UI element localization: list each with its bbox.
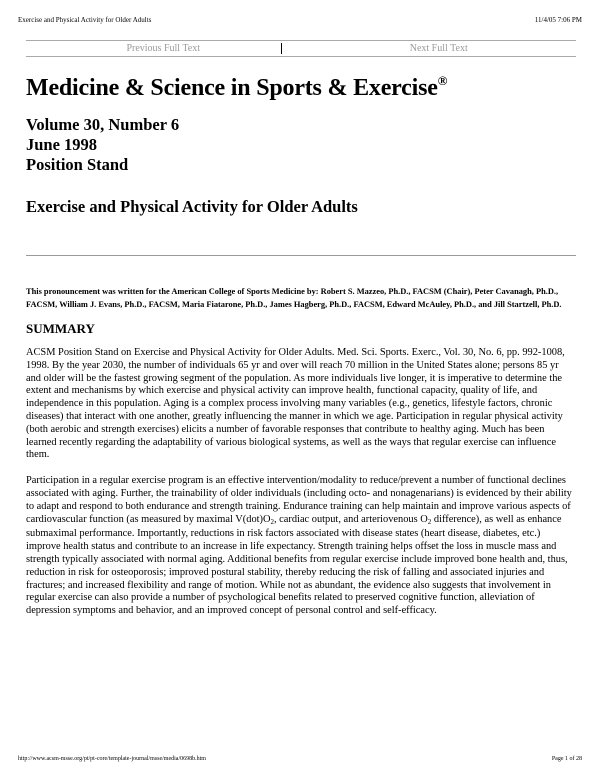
previous-full-text-link[interactable]: Previous Full Text: [126, 43, 201, 54]
page-url: http://www.acsm-msse.org/pt/pt-core/template-journal/msse/media/0698b.htm: [18, 756, 206, 762]
journal-title-text: Medicine & Science in Sports & Exercise: [26, 75, 438, 101]
summary-heading: SUMMARY: [26, 321, 95, 336]
article-type: Position Stand: [26, 155, 129, 174]
paragraph-2-part-3: difference), as well as enhance submaximal performance. Importantly, reductions in risk factors associated with disease states (heart disease, diabetes, etc.) improve health status and contribute to an increase in life expectancy. Strength training helps offset the loss in muscle mass and strength typically associated with normal aging. Additional benefits from regular exercise include improved bone health and, thus, reduction in risk for osteoporosis; improved postural stability, thereby reducing the risk of falling and associated injuries and fractures; and increased flexibility and range of motion. While not as abundant, the evidence also suggests that involvement in regular exercise can also provide a number of psychological benefits related to preserved cognitive function, alleviation of depression symptoms and behavior, and an improved concept of personal control and self-efficacy.: [26, 513, 568, 617]
summary-paragraph-2: [26, 475, 576, 618]
print-header-title: Exercise and Physical Activity for Older Adults: [18, 16, 152, 24]
next-full-text-link[interactable]: Next Full Text: [409, 43, 468, 54]
print-footer: [18, 756, 582, 762]
subscript-2-b: 2: [427, 517, 432, 526]
paragraph-2-part-1: Participation in a regular exercise program is an effective intervention/modality to reduce/prevent a number of functional declines associated with aging. Further, the trainability of older individuals (including octo- and nonagenarians) is evidenced by their ability to adapt and respond to both endurance and strength training. Endurance training can help maintain and improve various aspects of cardiovascular function (as measured by maximal V(dot)O: [26, 475, 572, 525]
article-content: [26, 66, 576, 618]
nav-separator: [281, 43, 282, 54]
summary-paragraph-1: ACSM Position Stand on Exercise and Physical Activity for Older Adults. Med. Sci. Sports. Exerc., Vol. 30, No. 6, pp. 992-1008, 1998. By the year 2030, the number of individuals 65 yr and over will reach 70 million in the United States alone; persons 85 yr and older will be the fastest growing segment of the population. As more individuals live longer, it is imperative to determine the extent and mechanisms by which exercise and physical activity can improve health, functional capacity, quality of life, and independence in this population. Aging is a complex process involving many variables (e.g., genetics, lifestyle factors, chronic diseases) that interact with one another, greatly influencing the manner in which we age. Participation in regular physical activity (both aerobic and strength exercises) elicits a number of favorable responses that contribute to healthy aging. Much has been learned recently regarding the adaptability of various biological systems, as well as the ways that regular exercise can influence them.: [26, 347, 565, 461]
issue-info: [26, 115, 576, 175]
volume-number: Volume 30, Number 6: [26, 115, 180, 134]
print-header-timestamp: 11/4/05 7:06 PM: [534, 16, 582, 24]
issue-date: June 1998: [26, 135, 98, 154]
registered-trademark: ®: [437, 73, 448, 88]
paragraph-2-part-2: , cardiac output, and arteriovenous O: [273, 513, 428, 525]
print-header: [18, 16, 582, 24]
article-nav-bar: [26, 40, 576, 57]
journal-title: [26, 66, 576, 103]
page-number: Page 1 of 28: [551, 756, 582, 762]
horizontal-divider: [26, 255, 576, 256]
article-title: Exercise and Physical Activity for Older Adults: [26, 197, 358, 216]
subscript-2-a: 2: [270, 517, 274, 526]
authors-statement: This pronouncement was written for the American College of Sports Medicine by: Robert S. Mazzeo, Ph.D., FACSM (Chair), Peter Cavanagh, Ph.D., FACSM, William J. Evans, Ph.D., FACSM, Maria Fiatarone, Ph.D., James Hagberg, Ph.D., FACSM, Edward McAuley, Ph.D., and Jill Startzell, Ph.D.: [26, 287, 562, 309]
